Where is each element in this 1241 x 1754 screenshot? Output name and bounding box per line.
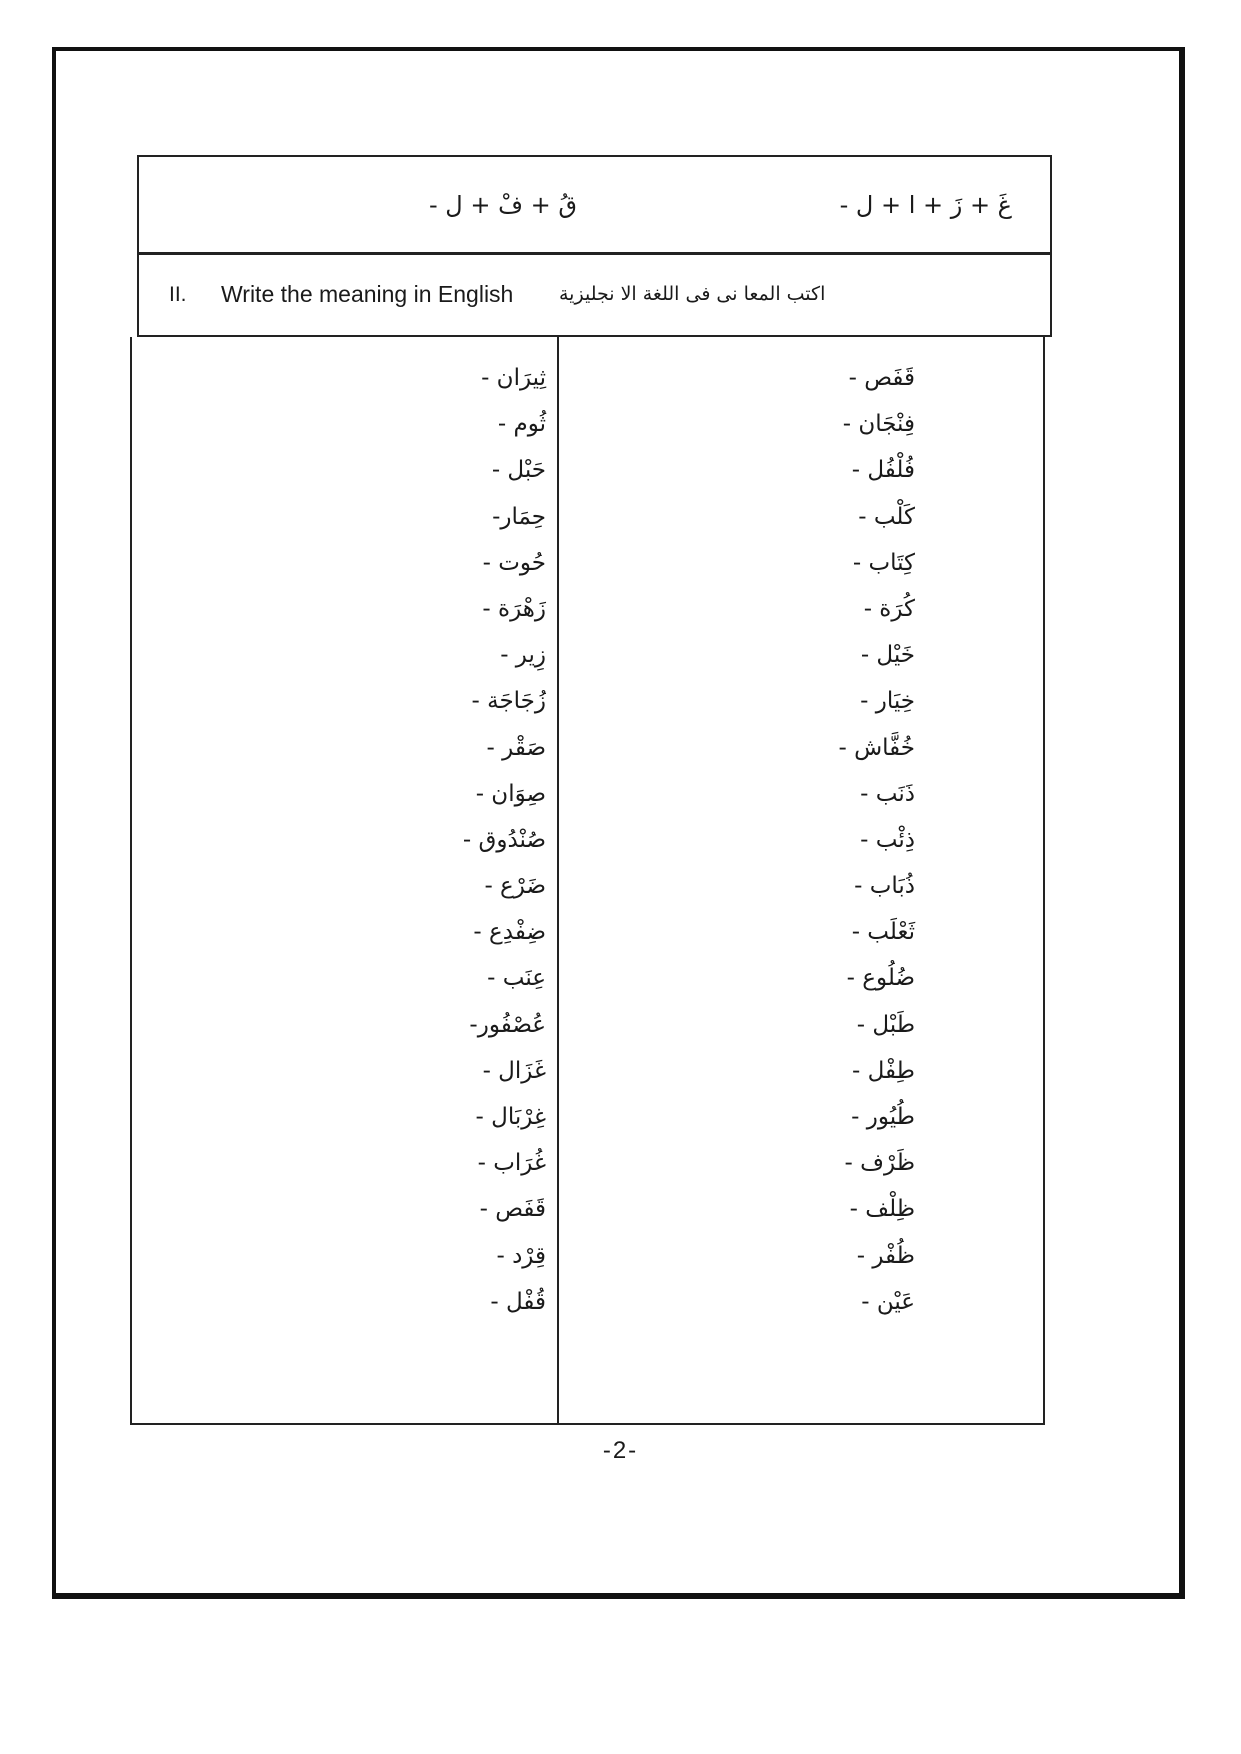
- word-item: ثَعْلَب -: [851, 919, 915, 946]
- word-item: حِمَار-: [492, 503, 546, 530]
- word-list-right: [838, 355, 915, 1325]
- word-item: ذُبَاب -: [854, 873, 915, 900]
- word-item: عِنَب -: [487, 965, 546, 992]
- word-item: ذِئْب -: [860, 826, 915, 853]
- letter-combination-row: [137, 155, 1052, 255]
- word-item: كُرَة -: [863, 595, 915, 622]
- word-item: ذَنَب -: [860, 780, 915, 807]
- page-number: -2-: [602, 1437, 639, 1464]
- word-item: خَيْل -: [860, 642, 915, 669]
- word-item: زُجَاجَة -: [471, 688, 546, 715]
- word-item: ظِلْف -: [849, 1196, 915, 1223]
- word-item: عَيْن -: [861, 1288, 915, 1315]
- word-item: عُصْفُور-: [469, 1011, 546, 1038]
- word-item: ظَرْف -: [844, 1150, 915, 1177]
- word-item: قَفَص -: [848, 365, 915, 391]
- word-item: غَزَال -: [482, 1057, 546, 1084]
- word-item: قَفَص -: [479, 1196, 546, 1223]
- instruction-english: Write the meaning in English: [221, 281, 514, 307]
- word-item: ظُفْر -: [856, 1242, 915, 1269]
- word-item: فِنْجَان -: [842, 411, 915, 438]
- word-item: طِفْل -: [852, 1057, 915, 1084]
- letter-formula-left: قُ + فْ + ل -: [429, 191, 577, 219]
- word-item: ضُلُوع -: [846, 965, 915, 992]
- word-item: صَقْر -: [486, 734, 546, 761]
- word-item: ضِفْدِع -: [473, 919, 546, 946]
- word-item: حَبْل -: [491, 457, 546, 484]
- letter-formula-right: غَ + زَ + ا + ل -: [839, 191, 1012, 219]
- word-item: خُفَّاش -: [838, 734, 915, 761]
- word-item: زِير -: [500, 642, 546, 669]
- word-item: طَبْل -: [856, 1011, 915, 1038]
- section-number: II.: [169, 283, 187, 306]
- word-list-left: [463, 355, 546, 1325]
- word-item: حُوت -: [482, 549, 546, 576]
- word-item: خِيَار -: [860, 688, 915, 715]
- word-item: غُرَاب -: [477, 1150, 546, 1177]
- word-item: صِوَان -: [475, 780, 546, 807]
- instruction-row: [137, 255, 1052, 337]
- word-item: قُفْل -: [490, 1288, 546, 1315]
- word-item: قِرْد -: [496, 1242, 546, 1269]
- word-item: طُيُور -: [851, 1104, 915, 1130]
- word-item: غِرْبَال -: [475, 1104, 546, 1130]
- instruction-arabic: اكتب المعا نى فى اللغة الا نجليزية: [559, 283, 826, 305]
- word-item: كِتَاب -: [852, 549, 915, 576]
- vocabulary-grid: [130, 337, 1045, 1425]
- word-item: ضَرْع -: [484, 873, 546, 900]
- word-item: فُلْفُل -: [851, 457, 915, 484]
- column-divider: [557, 337, 559, 1423]
- word-item: ثِيرَان -: [481, 365, 546, 391]
- word-item: صُنْدُوق -: [462, 826, 546, 853]
- word-item: كَلْب -: [858, 503, 915, 530]
- word-item: زَهْرَة -: [482, 595, 546, 622]
- word-item: ثُوم -: [497, 411, 546, 438]
